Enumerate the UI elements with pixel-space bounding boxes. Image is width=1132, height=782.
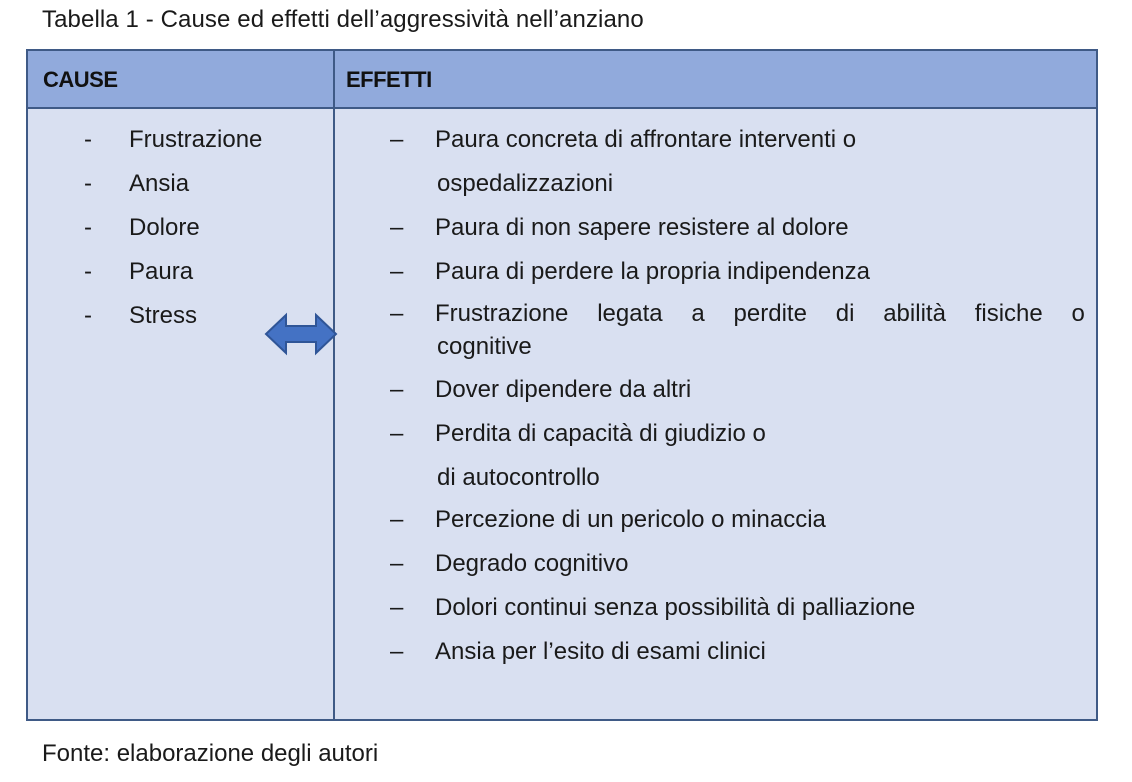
effect-text: Paura concreta di affrontare interventi o bbox=[435, 126, 857, 153]
effect-continuation: di autocontrollo bbox=[437, 464, 600, 491]
effect-dash: – bbox=[390, 214, 404, 241]
cause-text: Dolore bbox=[129, 214, 200, 241]
effect-word: o bbox=[1071, 300, 1085, 327]
effect-text: Dolori continui senza possibilità di palliazione bbox=[435, 594, 916, 621]
cause-text: Paura bbox=[129, 258, 194, 285]
effect-word: abilità bbox=[883, 300, 946, 327]
cause-dash: - bbox=[84, 214, 92, 241]
effect-word: legata bbox=[597, 300, 663, 327]
table-header bbox=[28, 51, 1096, 109]
effect-continuation: cognitive bbox=[437, 333, 532, 360]
cause-dash: - bbox=[84, 170, 92, 197]
effect-dash: – bbox=[390, 420, 404, 447]
effect-word: a bbox=[691, 300, 705, 327]
effect-dash: – bbox=[390, 376, 404, 403]
effect-dash: – bbox=[390, 506, 404, 533]
effect-word: perdite bbox=[733, 300, 807, 327]
cause-dash: - bbox=[84, 258, 92, 285]
table-caption: Tabella 1 - Cause ed effetti dell’aggressività nell’anziano bbox=[42, 6, 644, 33]
table-body bbox=[28, 109, 1096, 719]
effect-dash: – bbox=[390, 638, 404, 665]
effect-text-justified bbox=[435, 300, 1085, 328]
effect-text: Ansia per l’esito di esami clinici bbox=[435, 638, 766, 665]
effect-word: di bbox=[835, 300, 855, 327]
header-effects: EFFETTI bbox=[346, 67, 432, 92]
effect-continuation: ospedalizzazioni bbox=[437, 170, 614, 197]
effect-dash: – bbox=[390, 550, 404, 577]
effect-word: fisiche bbox=[974, 300, 1043, 327]
effect-word: Frustrazione bbox=[435, 300, 569, 327]
effect-text: Percezione di un pericolo o minaccia bbox=[435, 506, 826, 533]
effect-text: Perdita di capacità di giudizio o bbox=[435, 420, 766, 447]
cause-text: Stress bbox=[129, 302, 198, 329]
effect-dash: – bbox=[390, 594, 404, 621]
double-arrow-icon bbox=[264, 312, 338, 356]
cause-text: Frustrazione bbox=[129, 126, 263, 153]
effect-dash: – bbox=[390, 300, 404, 327]
cause-text: Ansia bbox=[129, 170, 190, 197]
source-note: Fonte: elaborazione degli autori bbox=[42, 740, 379, 767]
effect-text: Paura di non sapere resistere al dolore bbox=[435, 214, 849, 241]
effect-text: Paura di perdere la propria indipendenza bbox=[435, 258, 870, 285]
cause-dash: - bbox=[84, 302, 92, 329]
cause-dash: - bbox=[84, 126, 92, 153]
effect-text: Dover dipendere da altri bbox=[435, 376, 692, 403]
header-cause: CAUSE bbox=[43, 67, 118, 92]
effect-dash: – bbox=[390, 258, 404, 285]
effect-dash: – bbox=[390, 126, 404, 153]
column-divider bbox=[333, 51, 335, 719]
effect-text: Degrado cognitivo bbox=[435, 550, 629, 577]
